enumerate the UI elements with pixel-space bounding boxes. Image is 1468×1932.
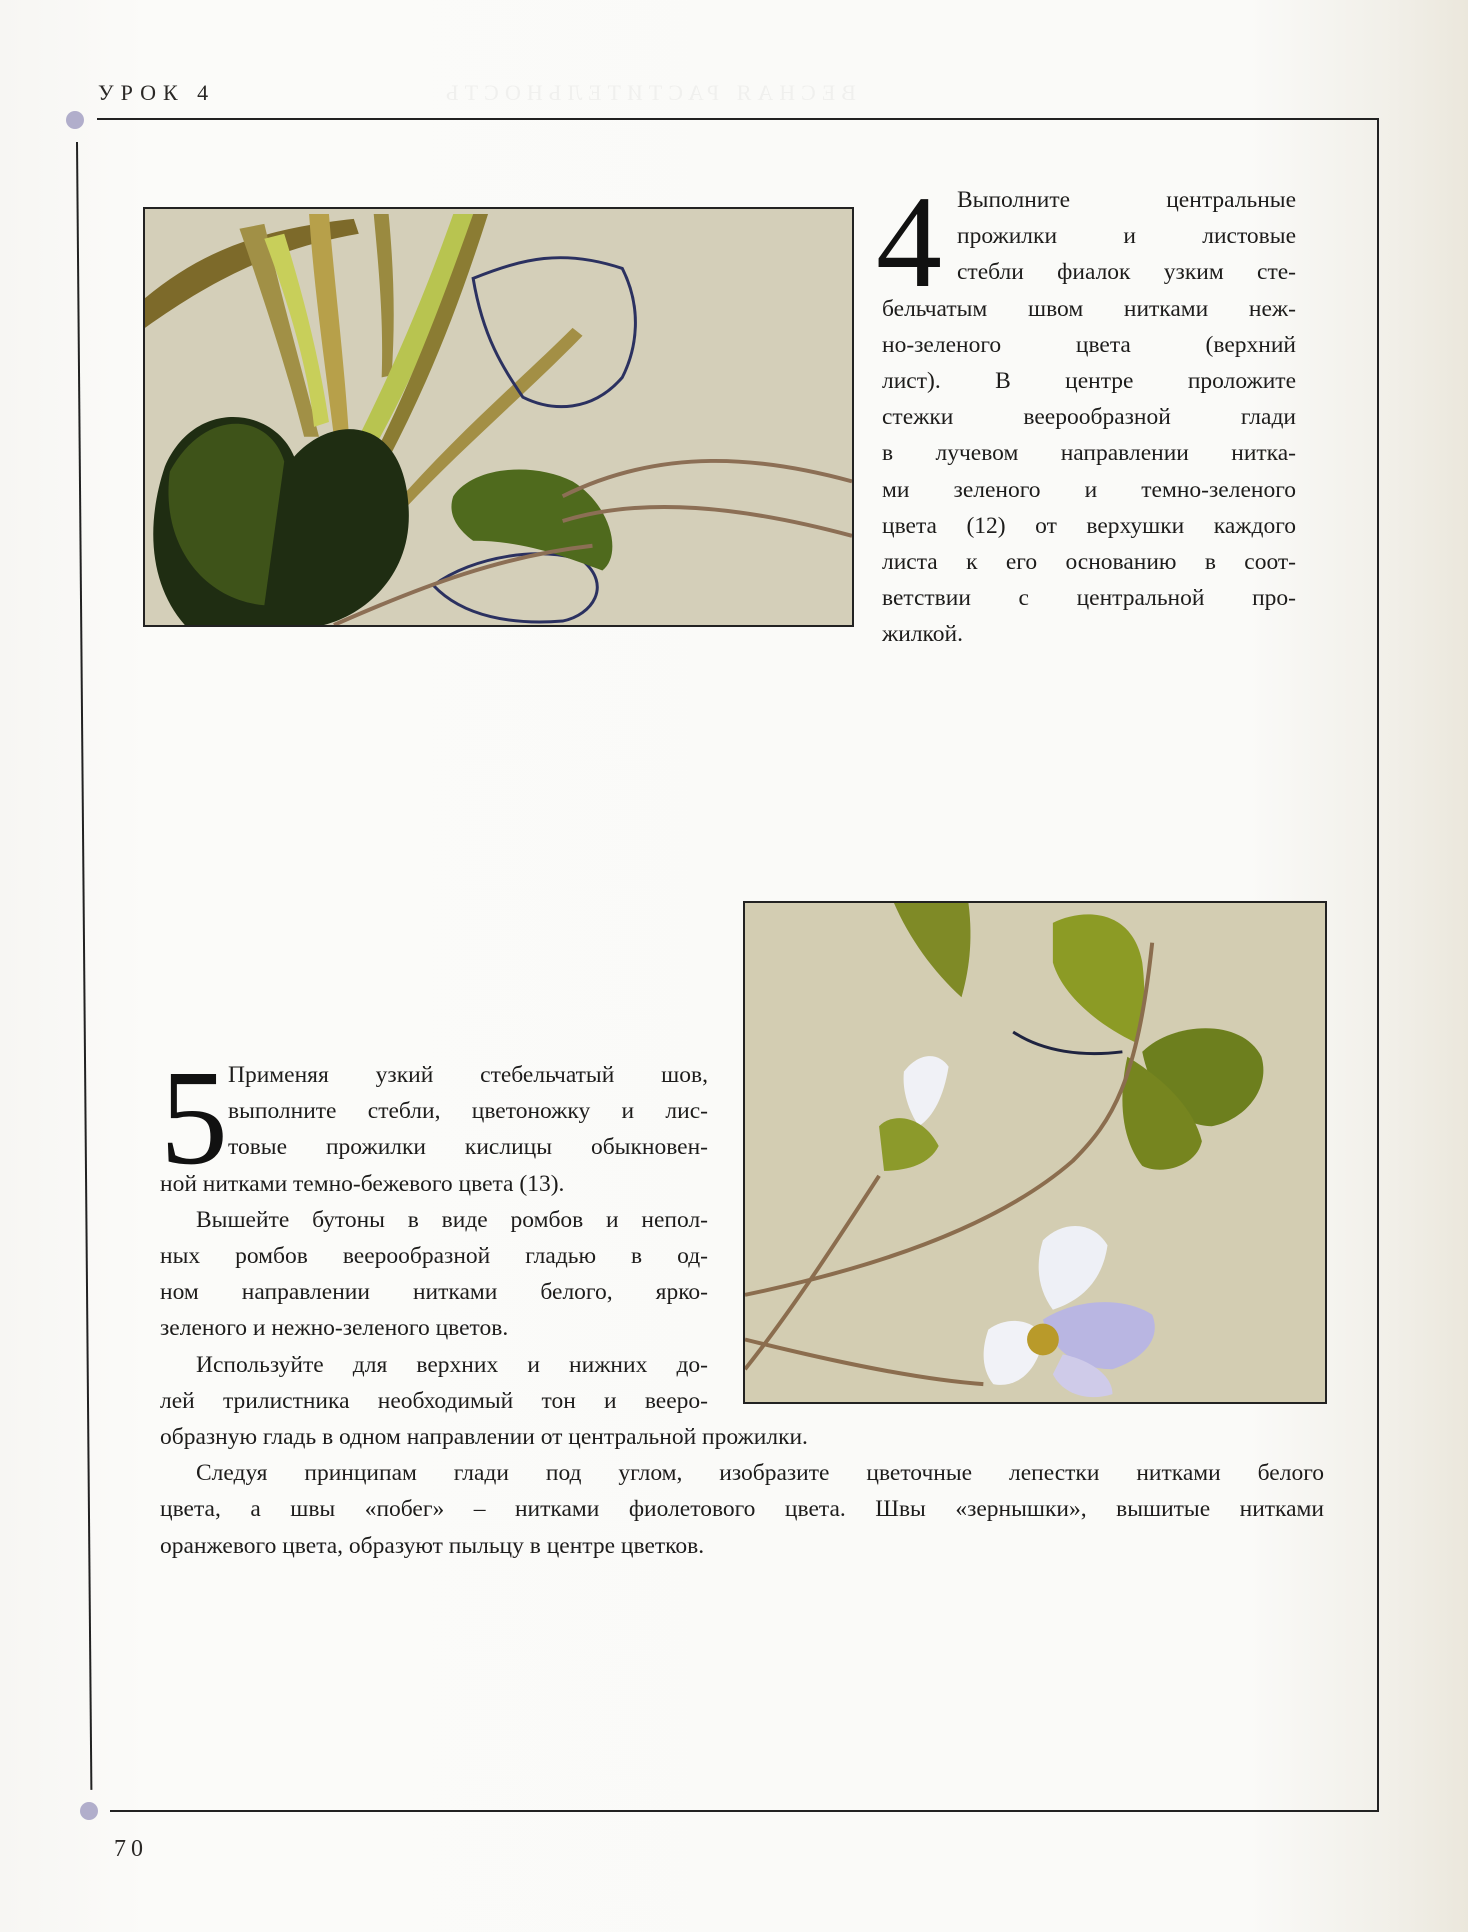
step-4-line: прожилки и листовые (957, 223, 1296, 250)
step-5-line: ной нитками темно-бежевого цвета (13). (160, 1170, 565, 1197)
step-5-paragraph-3-line: лей трилистника необходимый тон и вееро- (160, 1387, 708, 1414)
step-4-number: 4 (876, 168, 942, 315)
step-5-line: товые прожилки кислицы обыкновен- (228, 1134, 708, 1161)
step-4-line: ветствии с центральной про- (882, 585, 1296, 612)
embroidery-photo-icon (745, 903, 1325, 1402)
step-4-line: но-зеленого цвета (верхний (882, 331, 1296, 358)
step-5-paragraph-4-line: цвета, а швы «побег» – нитками фиолетового цвета. Швы «зернышки», вышитые нитками (160, 1496, 1324, 1523)
step-4-line: ми зеленого и темно-зеленого (882, 476, 1296, 503)
step-4-line: жилкой. (882, 621, 963, 648)
step-4-line: в лучевом направлении нитка- (882, 440, 1296, 467)
step-5-line: выполните стебли, цветоножку и лис- (228, 1098, 708, 1125)
step-5-paragraph-2-line: ных ромбов веерообразной гладью в од- (160, 1243, 708, 1270)
step-5-paragraph-3-line: образную гладь в одном направлении от центральной прожилки. (160, 1424, 808, 1450)
bottom-rule (110, 1810, 1379, 1812)
step-4-line: бельчатым швом нитками неж- (882, 295, 1296, 322)
step-5-number: 5 (160, 1043, 228, 1193)
step-5-text (160, 1057, 708, 1419)
step-4-line: стежки веерообразной глади (882, 404, 1296, 431)
top-bullet-dot (66, 111, 84, 129)
step-5-paragraph-4-line: Следуя принципам глади под углом, изобразите цветочные лепестки нитками белого (196, 1460, 1324, 1487)
step-4-line: стебли фиалок узким сте- (957, 259, 1296, 286)
step-5-line: Применяя узкий стебельчатый шов, (228, 1062, 708, 1088)
step-5-paragraph-4-line: оранжевого цвета, образуют пыльцу в центре цветков. (160, 1532, 705, 1559)
step-5-paragraph-2-line: Вышейте бутоны в виде ромбов и непол- (196, 1206, 708, 1233)
embroidery-photo-icon (145, 209, 852, 625)
right-frame-line (1377, 118, 1379, 1812)
photo-step-4 (143, 207, 854, 627)
step-4-line: цвета (12) от верхушки каждого (882, 512, 1296, 539)
step-4-text (882, 182, 1296, 653)
step-5-paragraph-2-line: ном направлении нитками белого, ярко- (160, 1279, 708, 1306)
bleed-through-text: ВЕСНАЯ РАСТИТЕЛЬНОСТЬ (440, 80, 856, 105)
running-head: УРОК 4 (98, 80, 216, 105)
step-5-paragraph-3-line: Используйте для верхних и нижних до- (196, 1351, 708, 1378)
step-4-line: лист). В центре проложите (882, 368, 1296, 395)
step-4-line: Выполните центральные (957, 187, 1296, 213)
step-4-line: листа к его основанию в соот- (882, 549, 1296, 576)
bottom-bullet-dot (80, 1802, 98, 1820)
page-number: 70 (114, 1836, 148, 1862)
step-5-text-wide (160, 1419, 1324, 1564)
step-5-paragraph-2-line: зеленого и нежно-зеленого цветов. (160, 1315, 509, 1342)
top-rule (97, 118, 1379, 120)
photo-step-5 (743, 901, 1327, 1404)
